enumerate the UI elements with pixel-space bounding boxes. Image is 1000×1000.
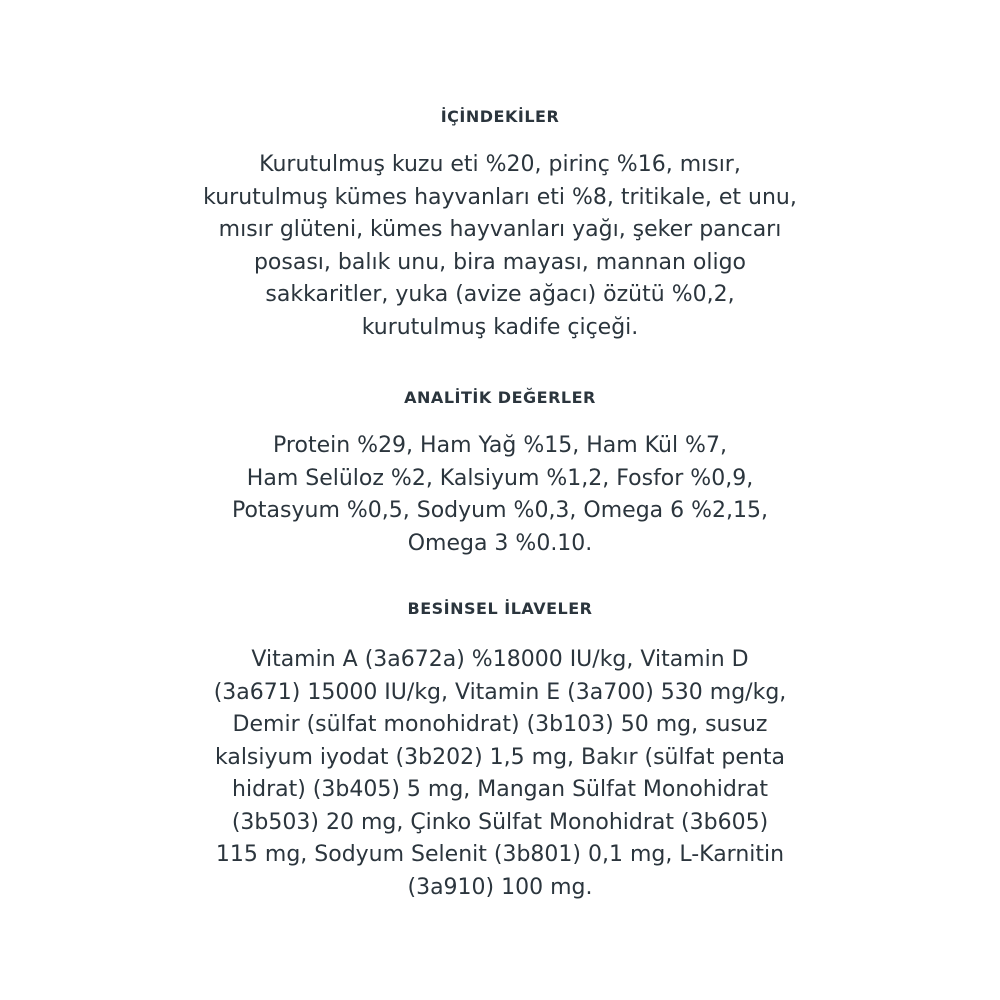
ingredients-line: sakkaritler, yuka (avize ağacı) özütü %0,2, [265, 282, 735, 307]
analytical-values-text [150, 430, 850, 560]
analytical-values-line: Potasyum %0,5, Sodyum %0,3, Omega 6 %2,15, [231, 498, 769, 523]
nutritional-additives-text [150, 644, 850, 904]
nutritional-additives-line: (3b503) 20 mg, Çinko Sülfat Monohidrat (3b605) [231, 809, 769, 835]
analytical-values-line: Omega 3 %0.10. [407, 530, 593, 556]
ingredients-line: Kurutulmuş kuzu eti %20, pirinç %16, mısır, [259, 152, 741, 177]
nutritional-additives-line: (3a671) 15000 IU/kg, Vitamin E (3a700) 530 mg/kg, [213, 679, 787, 705]
analytical-values-heading: ANALİTİK DEĞERLER [404, 388, 596, 407]
ingredients-line: kurutulmuş kadife çiçeği. [361, 314, 639, 340]
ingredients-line: posası, balık unu, bira mayası, mannan oligo [253, 249, 747, 275]
ingredients-line: kurutulmuş kümes hayvanları eti %8, tritikale, et unu, [203, 184, 797, 210]
ingredients-heading: İÇİNDEKİLER [440, 107, 560, 126]
nutritional-additives-heading: BESİNSEL İLAVELER [407, 599, 593, 618]
analytical-values-line: Protein %29, Ham Yağ %15, Ham Kül %7, [273, 433, 727, 458]
ingredients-line: mısır glüteni, kümes hayvanları yağı, şeker pancarı [218, 217, 782, 242]
nutritional-additives-line: kalsiyum iyodat (3b202) 1,5 mg, Bakır (sülfat penta [214, 744, 785, 770]
ingredients-text [150, 149, 850, 344]
nutritional-additives-line: 115 mg, Sodyum Selenit (3b801) 0,1 mg, L-Karnitin [215, 842, 785, 867]
nutritional-additives-line: Demir (sülfat monohidrat) (3b103) 50 mg, susuz [232, 712, 768, 737]
nutritional-additives-line: hidrat) (3b405) 5 mg, Mangan Sülfat Monohidrat [232, 777, 768, 802]
nutritional-additives-line: Vitamin A (3a672a) %18000 IU/kg, Vitamin D [251, 647, 749, 672]
nutritional-additives-line: (3a910) 100 mg. [407, 874, 593, 900]
analytical-values-line: Ham Selüloz %2, Kalsiyum %1,2, Fosfor %0,9, [246, 465, 754, 491]
